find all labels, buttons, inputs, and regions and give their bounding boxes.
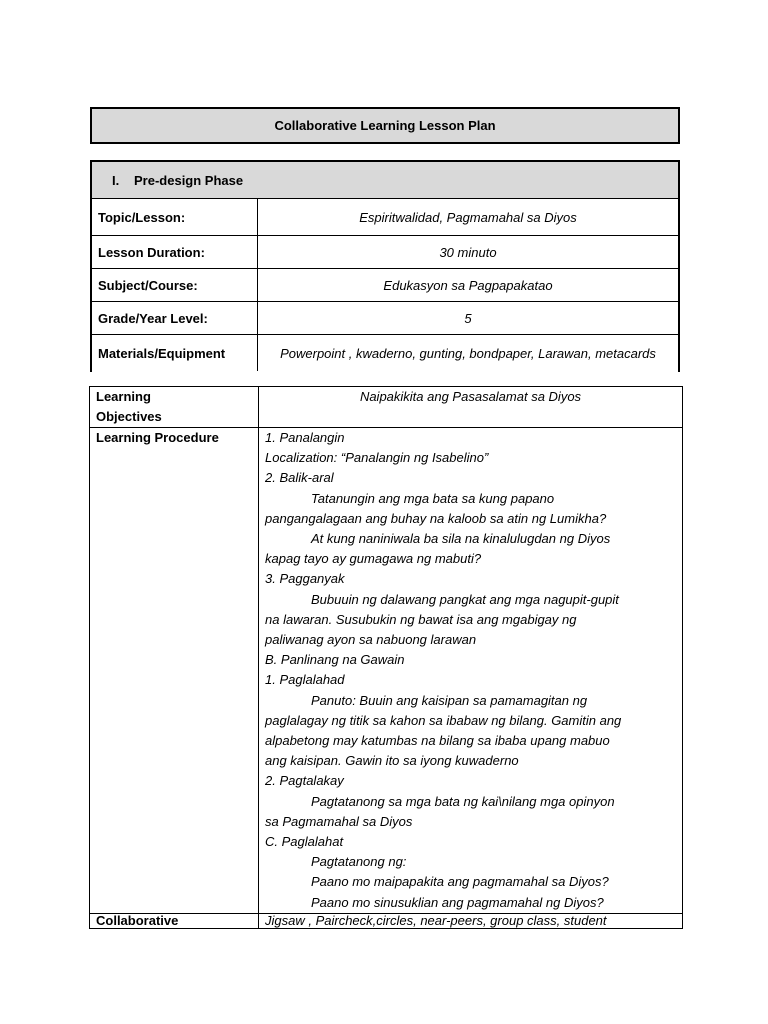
procedure-line: sa Pagmamahal sa Diyos xyxy=(265,813,413,829)
procedure-line: 2. Balik-aral xyxy=(265,470,334,486)
procedure-line: C. Paglalahat xyxy=(265,834,344,850)
procedure-line: Localization: “Panalangin ng Isabelino” xyxy=(265,450,489,466)
objectives-label-line2: Objectives xyxy=(96,409,162,424)
procedure-value xyxy=(259,428,683,914)
procedure-line: 3. Pagganyak xyxy=(265,571,345,587)
row-label: Subject/Course: xyxy=(92,269,258,301)
procedure-row xyxy=(90,428,683,914)
predesign-table xyxy=(90,160,680,371)
objectives-row xyxy=(90,387,683,428)
procedure-line: Pagtatanong sa mga bata ng kai\nilang mga opinyon xyxy=(311,793,615,809)
procedure-line: 1. Panalangin xyxy=(265,430,345,445)
procedure-line: 2. Pagtalakay xyxy=(265,773,344,789)
predesign-continuation xyxy=(90,366,680,372)
collaborative-label: Collaborative xyxy=(90,913,259,928)
lesson-plan-title xyxy=(90,107,680,144)
row-label: Materials/Equipment xyxy=(92,335,258,371)
objectives-value: Naipakikita ang Pasasalamat sa Diyos xyxy=(259,387,683,428)
procedure-label: Learning Procedure xyxy=(90,428,259,914)
procedure-line: Paano mo sinusuklian ang pagmamahal ng Diyos? xyxy=(311,894,604,910)
row-value: Powerpoint , kwaderno, gunting, bondpaper, Larawan, metacards xyxy=(280,345,656,361)
row-label: Lesson Duration: xyxy=(92,236,258,268)
row-value: Edukasyon sa Pagpapakatao xyxy=(383,277,553,293)
collaborative-value: Jigsaw , Paircheck,circles, near-peers, group class, student xyxy=(259,913,683,928)
duration-row xyxy=(92,236,678,269)
procedure-line: Pagtatanong ng: xyxy=(311,854,407,870)
subject-row xyxy=(92,269,678,302)
collaborative-row xyxy=(90,913,683,928)
lesson-plan-table xyxy=(89,386,683,929)
procedure-line: kapag tayo ay gumagawa ng mabuti? xyxy=(265,551,482,567)
procedure-line: na lawaran. Susubukin ng bawat isa ang mgabigay ng xyxy=(265,611,577,627)
procedure-line: Tatanungin ang mga bata sa kung papano xyxy=(311,490,555,506)
procedure-line: At kung naniniwala ba sila na kinalulugdan ng Diyos xyxy=(311,531,611,547)
row-value: Espiritwalidad, Pagmamahal sa Diyos xyxy=(359,209,577,225)
section-number: I. xyxy=(112,172,120,188)
topic-row xyxy=(92,199,678,236)
procedure-line: 1. Paglalahad xyxy=(265,672,345,688)
procedure-line: pangangalagaan ang buhay na kaloob sa atin ng Lumikha? xyxy=(265,510,607,526)
title-text: Collaborative Learning Lesson Plan xyxy=(274,118,496,133)
procedure-line: Panuto: Buuin ang kaisipan sa pamamagitan ng xyxy=(311,692,588,708)
objectives-label xyxy=(90,387,259,428)
objectives-label-line1: Learning xyxy=(96,389,151,404)
row-label: Topic/Lesson: xyxy=(92,199,258,235)
procedure-line: Bubuuin ng dalawang pangkat ang mga nagupit-gupit xyxy=(311,591,619,607)
procedure-line: B. Panlinang na Gawain xyxy=(265,652,405,668)
row-label: Grade/Year Level: xyxy=(92,302,258,334)
procedure-line: paliwanag ayon sa nabuong larawan xyxy=(265,632,477,648)
section-heading: Pre-design Phase xyxy=(134,172,244,188)
procedure-line: alpabetong may katumbas na bilang sa ibaba upang mabuo xyxy=(265,733,610,749)
procedure-line: Paano mo maipapakita ang pagmamahal sa Diyos? xyxy=(311,874,609,890)
grade-row xyxy=(92,302,678,335)
row-value: 5 xyxy=(464,310,472,326)
procedure-line: paglalagay ng titik sa kahon sa ibabaw ng bilang. Gamitin ang xyxy=(265,712,622,728)
procedure-line: ang kaisipan. Gawin ito sa iyong kuwaderno xyxy=(265,753,519,769)
row-value: 30 minuto xyxy=(439,244,497,260)
predesign-header xyxy=(92,162,678,199)
